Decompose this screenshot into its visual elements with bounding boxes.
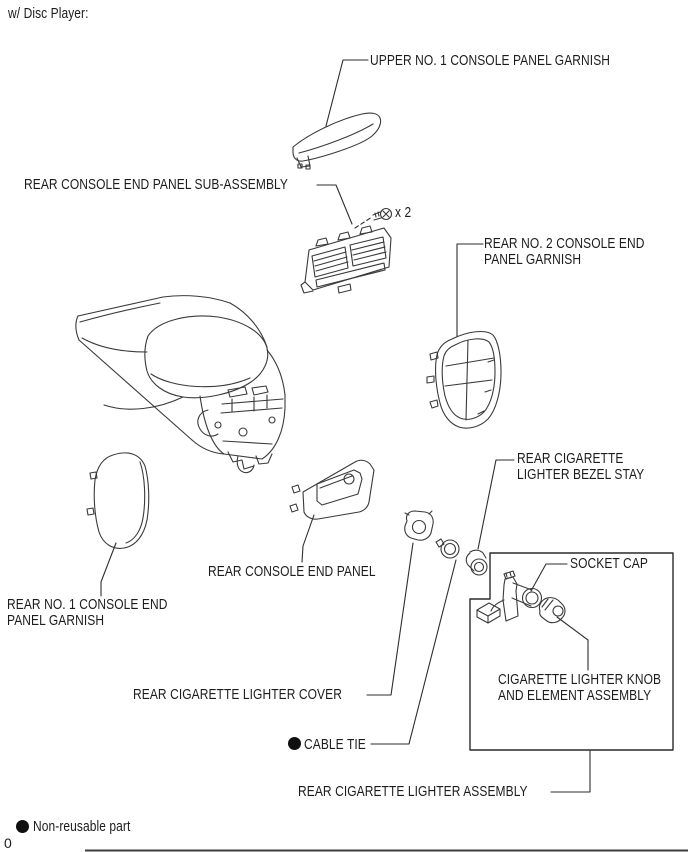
no2-garnish-drawing [427, 332, 501, 429]
label-no2-garnish-line2: PANEL GARNISH [484, 251, 582, 268]
label-upper-garnish: UPPER NO. 1 CONSOLE PANEL GARNISH [370, 52, 611, 69]
label-socket-cap: SOCKET CAP [570, 555, 648, 572]
label-screw-count: x 2 [395, 204, 412, 221]
label-bezel-stay [517, 451, 644, 483]
leader-bezel-stay [478, 460, 514, 549]
label-bezel-stay-line1: REAR CIGARETTE [517, 450, 624, 467]
label-no2-garnish-line1: REAR NO. 2 CONSOLE END [484, 235, 645, 252]
leader-end-panel [302, 515, 314, 562]
upper-garnish-drawing [293, 113, 381, 169]
leader-sub-assembly [317, 185, 352, 224]
non-reusable-legend-dot-icon [16, 820, 29, 833]
assembly-detail-box [470, 553, 673, 750]
leader-socket-cap [531, 564, 567, 591]
label-no1-garnish [7, 597, 167, 629]
leader-cable-tie [371, 560, 456, 744]
lighter-cover-drawing [405, 511, 433, 540]
cable-tie-drawing [436, 539, 459, 558]
no1-garnish-drawing [87, 453, 149, 548]
page-number: 0 [4, 835, 12, 851]
leader-no1-garnish [101, 543, 116, 596]
leader-assembly [551, 751, 590, 792]
label-knob-line1: CIGARETTE LIGHTER KNOB [498, 671, 662, 688]
label-knob-line2: AND ELEMENT ASSEMBLY [498, 687, 652, 704]
label-no2-garnish [484, 236, 644, 268]
label-knob [498, 672, 661, 704]
end-panel-drawing [290, 460, 374, 519]
legend-non-reusable: Non-reusable part [33, 818, 131, 835]
leader-knob [557, 617, 588, 670]
console-body-drawing [76, 296, 285, 473]
bezel-stay-drawing [466, 550, 487, 575]
label-assembly: REAR CIGARETTE LIGHTER ASSEMBLY [298, 783, 528, 800]
screw-icon [373, 209, 392, 221]
label-cable-tie: CABLE TIE [304, 736, 366, 753]
page-bottom-edge [85, 850, 688, 852]
page-title: w/ Disc Player: [8, 5, 89, 22]
label-no1-garnish-line2: PANEL GARNISH [7, 612, 105, 629]
label-sub-assembly: REAR CONSOLE END PANEL SUB-ASSEMBLY [24, 176, 288, 193]
label-end-panel: REAR CONSOLE END PANEL [208, 563, 376, 580]
label-bezel-stay-line2: LIGHTER BEZEL STAY [517, 466, 645, 483]
label-no1-garnish-line1: REAR NO. 1 CONSOLE END [7, 596, 168, 613]
leader-no2-garnish [457, 244, 483, 336]
leader-upper-garnish [326, 60, 368, 126]
label-cover: REAR CIGARETTE LIGHTER COVER [133, 686, 342, 703]
non-reusable-dot-icon [288, 737, 301, 750]
sub-assembly-drawing [301, 226, 391, 293]
